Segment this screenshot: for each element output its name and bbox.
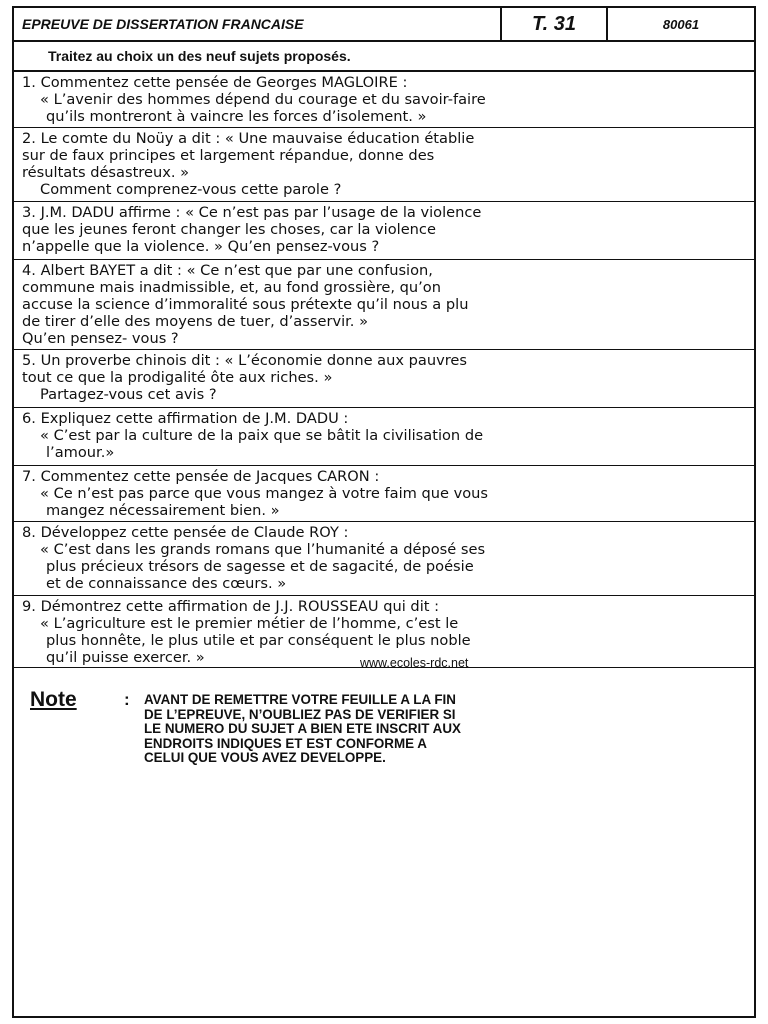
instruction: Traitez au choix un des neuf sujets proposés.: [14, 42, 754, 72]
subject-line: 8. Développez cette pensée de Claude ROY :: [22, 524, 349, 541]
exam-sheet: [12, 6, 756, 1018]
note-line: CELUI QUE VOUS AVEZ DEVELOPPE.: [144, 750, 386, 765]
subject-line: 6. Expliquez cette affirmation de J.M. DADU :: [22, 410, 349, 427]
subject-line: qu’il puisse exercer. »: [46, 649, 205, 666]
exam-title: EPREUVE DE DISSERTATION FRANCAISE: [14, 8, 502, 42]
subject-line: et de connaissance des cœurs. »: [46, 575, 287, 592]
subject-6: [14, 408, 754, 466]
note-label: Note: [30, 688, 77, 711]
subject-8: [14, 522, 754, 596]
subject-line: l’amour.»: [46, 444, 115, 461]
website-link[interactable]: www.ecoles-rdc.net: [360, 656, 469, 670]
subject-line: « C’est par la culture de la paix que se bâtit la civilisation de: [40, 427, 484, 444]
subject-2: [14, 128, 754, 202]
subject-line: « C’est dans les grands romans que l’humanité a déposé ses: [40, 541, 486, 558]
subject-line: « L’agriculture est le premier métier de l’homme, c’est le: [40, 615, 459, 632]
subject-line: 4. Albert BAYET a dit : « Ce n’est que par une confusion,: [22, 262, 433, 279]
note-line: ENDROITS INDIQUES ET EST CONFORME A: [144, 735, 427, 751]
subject-line: plus précieux trésors de sagesse et de sagacité, de poésie: [46, 558, 474, 575]
subject-line: 2. Le comte du Noüy a dit : « Une mauvaise éducation établie: [22, 130, 475, 147]
subject-line: résultats désastreux. »: [22, 164, 190, 181]
subject-line: Comment comprenez-vous cette parole ?: [40, 181, 342, 198]
subject-line: 3. J.M. DADU affirme : « Ce n’est pas par l’usage de la violence: [22, 204, 482, 221]
subject-line: « L’avenir des hommes dépend du courage et du savoir-faire: [40, 91, 486, 108]
note-line: DE L’EPREUVE, N’OUBLIEZ PAS DE VERIFIER SI: [144, 706, 456, 722]
subject-line: n’appelle que la violence. » Qu’en pensez-vous ?: [22, 238, 380, 255]
subject-3: [14, 202, 754, 260]
subject-line: 5. Un proverbe chinois dit : « L’économie donne aux pauvres: [22, 352, 468, 369]
exam-number: 80061: [608, 8, 754, 42]
subject-line: Qu’en pensez- vous ?: [22, 330, 179, 347]
note-line: AVANT DE REMETTRE VOTRE FEUILLE A LA FIN: [144, 692, 456, 707]
subject-line: sur de faux principes et largement répandue, donne des: [22, 147, 435, 164]
subject-line: de tirer d’elle des moyens de tuer, d’asservir. »: [22, 313, 368, 330]
subject-line: commune mais inadmissible, et, au fond grossière, qu’on: [22, 279, 441, 296]
subject-line: mangez nécessairement bien. »: [46, 502, 280, 519]
subject-4: [14, 260, 754, 350]
subject-line: tout ce que la prodigalité ôte aux riches. »: [22, 369, 333, 386]
subject-line: « Ce n’est pas parce que vous mangez à votre faim que vous: [40, 485, 489, 502]
subject-5: [14, 350, 754, 408]
note-colon: :: [124, 690, 130, 709]
subject-line: Partagez-vous cet avis ?: [40, 386, 217, 403]
note-line: LE NUMERO DU SUJET A BIEN ETE INSCRIT AUX: [144, 721, 461, 736]
subject-7: [14, 466, 754, 522]
subject-line: 9. Démontrez cette affirmation de J.J. ROUSSEAU qui dit :: [22, 598, 440, 615]
note-text: [144, 693, 744, 766]
subject-1: [14, 72, 754, 128]
subject-line: 1. Commentez cette pensée de Georges MAGLOIRE :: [22, 74, 408, 91]
exam-code: T. 31: [502, 8, 608, 42]
subject-line: 7. Commentez cette pensée de Jacques CARON :: [22, 468, 380, 485]
subject-line: que les jeunes feront changer les choses, car la violence: [22, 221, 436, 238]
subject-line: accuse la science d’immoralité sous prétexte qu’il nous a plu: [22, 296, 469, 313]
subject-line: plus honnête, le plus utile et par conséquent le plus noble: [46, 632, 471, 649]
subject-line: qu’ils montreront à vaincre les forces d’isolement. »: [46, 108, 427, 125]
